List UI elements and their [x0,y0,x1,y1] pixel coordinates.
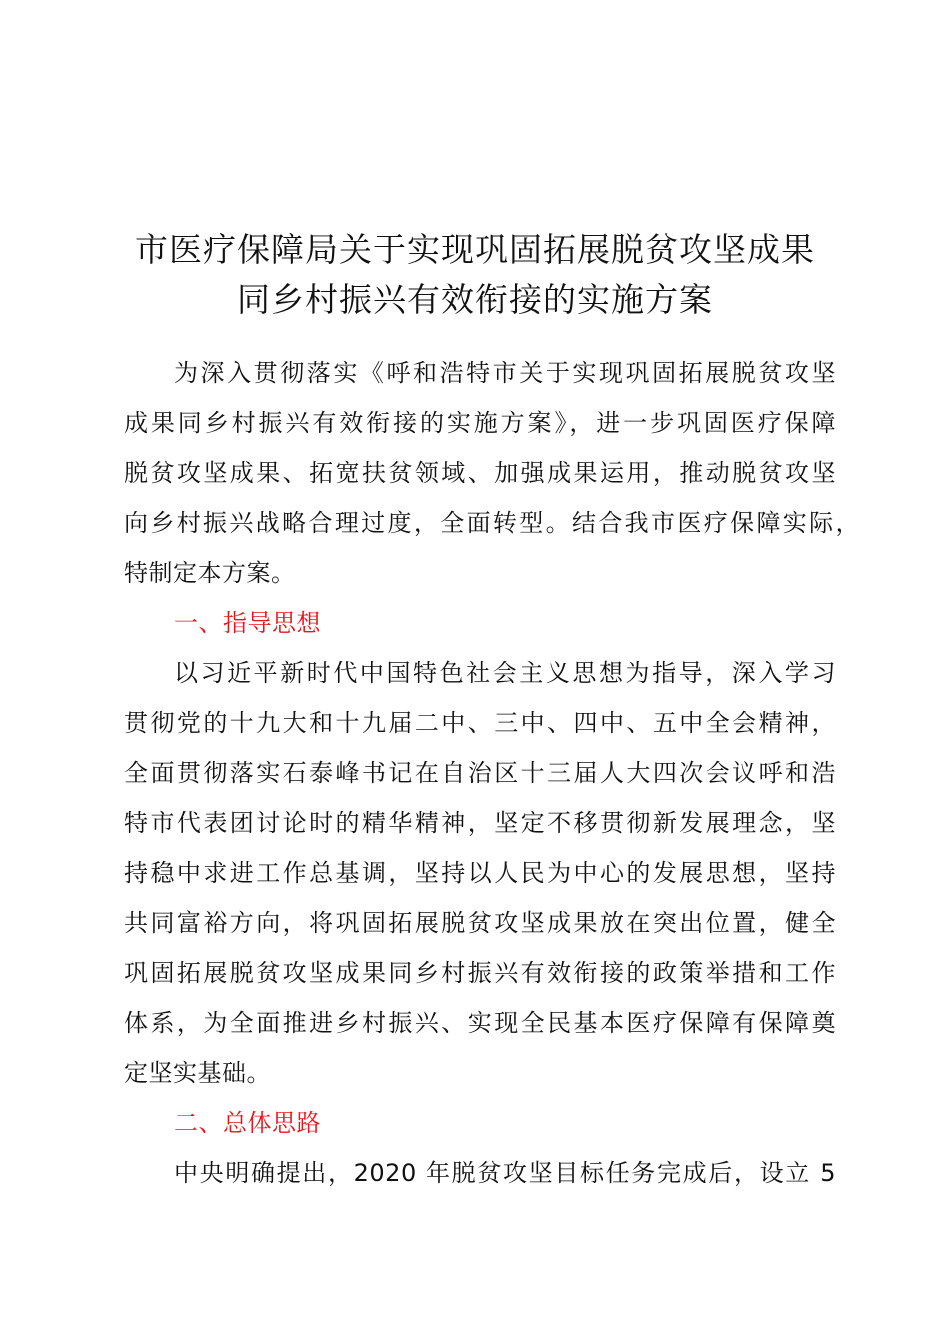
section-heading-guiding-ideology: 一、指导思想 [174,609,321,637]
section1-paragraph-line: 贯彻党的十九大和十九届二中、三中、四中、五中全会精神， [124,709,836,737]
intro-paragraph-line: 向乡村振兴战略合理过度，全面转型。结合我市医疗保障实际， [124,509,860,537]
section-heading-overall-approach: 二、总体思路 [174,1109,321,1137]
section2-paragraph-line: 中央明确提出，2020 年脱贫攻坚目标任务完成后，设立 5 [174,1159,836,1187]
document-title-line-1: 市医疗保障局关于实现巩固拓展脱贫攻坚成果 [135,230,815,269]
section1-paragraph-line: 特市代表团讨论时的精华精神，坚定不移贯彻新发展理念，坚 [124,809,836,837]
section1-paragraph-line: 共同富裕方向，将巩固拓展脱贫攻坚成果放在突出位置，健全 [124,909,836,937]
section1-paragraph-line: 全面贯彻落实石泰峰书记在自治区十三届人大四次会议呼和浩 [124,759,836,787]
section1-paragraph-line: 定坚实基础。 [124,1059,271,1087]
intro-paragraph-line: 脱贫攻坚成果、拓宽扶贫领域、加强成果运用，推动脱贫攻坚 [124,459,836,487]
section1-paragraph-line: 巩固拓展脱贫攻坚成果同乡村振兴有效衔接的政策举措和工作 [124,959,836,987]
section1-paragraph-line: 体系，为全面推进乡村振兴、实现全民基本医疗保障有保障奠 [124,1009,836,1037]
intro-paragraph-line: 为深入贯彻落实《呼和浩特市关于实现巩固拓展脱贫攻坚 [174,359,836,387]
intro-paragraph-line: 成果同乡村振兴有效衔接的实施方案》，进一步巩固医疗保障 [124,409,836,437]
intro-paragraph-line: 特制定本方案。 [124,559,296,587]
document-title-line-2: 同乡村振兴有效衔接的实施方案 [237,280,713,319]
section1-paragraph-line: 持稳中求进工作总基调，坚持以人民为中心的发展思想，坚持 [124,859,836,887]
section1-paragraph-line: 以习近平新时代中国特色社会主义思想为指导，深入学习 [174,659,836,687]
